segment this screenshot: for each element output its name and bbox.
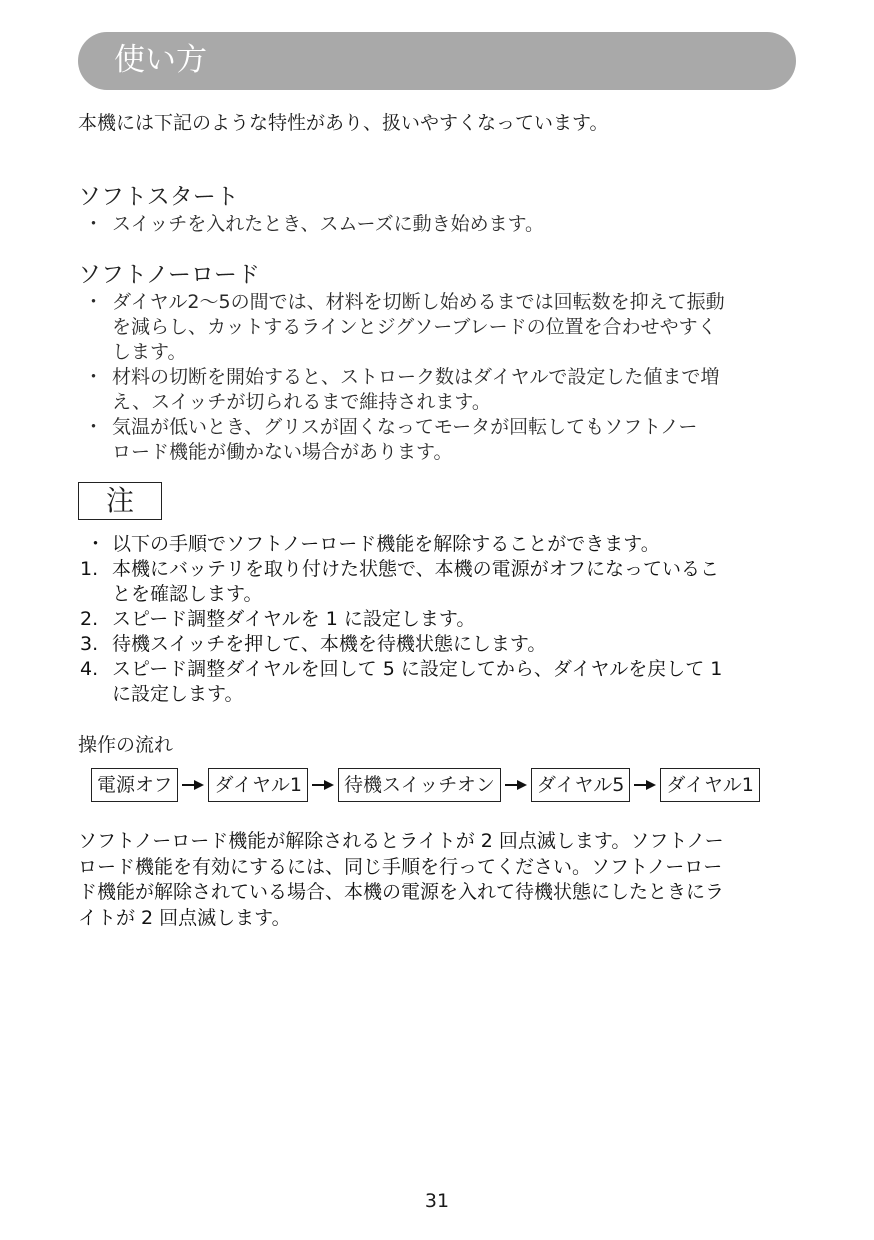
flow-step-dial-1: ダイヤル1 — [208, 768, 308, 802]
flow-step-power-off: 電源オフ — [91, 768, 178, 802]
list-item: ・ スイッチを入れたとき、スムーズに動き始めます。 — [84, 213, 545, 235]
flow-title: 操作の流れ — [78, 734, 174, 756]
arrow-right-icon — [501, 778, 531, 792]
step-number: 2. — [80, 608, 99, 630]
soft-no-load-title: ソフトノーロード — [78, 262, 260, 288]
arrow-right-icon — [178, 778, 208, 792]
step-number: 3. — [80, 633, 99, 655]
arrow-right-icon — [308, 778, 338, 792]
flow-step-dial-5: ダイヤル5 — [531, 768, 631, 802]
list-item: ・ 気温が低いとき、グリスが固くなってモータが回転してもソフトノー ロード機能が働かない場合があります。 — [84, 416, 698, 463]
bullet-mark: ・ — [84, 291, 104, 313]
operation-flow — [91, 767, 760, 803]
intro-text: 本機には下記のような特性があり、扱いやすくなっています。 — [78, 112, 609, 134]
flow-step-dial-1-final: ダイヤル1 — [660, 768, 760, 802]
list-item: ・ ダイヤル2～5の間では、材料を切断し始めるまでは回転数を抑えて振動 を減らし、カットするラインとジグソーブレードの位置を合わせやすく します。 — [84, 291, 725, 363]
list-item: ・ 以下の手順でソフトノーロード機能を解除することができます。 — [86, 533, 660, 555]
step-item: 2. スピード調整ダイヤルを 1 に設定します。 — [80, 608, 476, 630]
bullet-mark: ・ — [84, 416, 104, 438]
soft-no-load-list — [78, 290, 800, 465]
bullet-mark: ・ — [86, 533, 106, 555]
step-number: 4. — [80, 658, 99, 680]
arrow-right-icon — [630, 778, 660, 792]
page-number: 31 — [424, 1190, 450, 1212]
page-title: 使い方 — [114, 42, 207, 78]
note-label-box: 注 — [78, 482, 162, 520]
soft-start-list — [78, 212, 800, 237]
section-header-bar — [78, 32, 796, 90]
outro-text: ソフトノーロード機能が解除されるとライトが 2 回点滅します。ソフトノー ロード機能を有効にするには、同じ手順を行ってください。ソフトノーロー ド機能が解除されている場合、本機の電源を入れて待機状態にしたときにラ イトが 2 回点滅します。 — [78, 830, 725, 929]
bullet-mark: ・ — [84, 366, 104, 388]
flow-step-standby-on: 待機スイッチオン — [338, 768, 501, 802]
list-item: ・ 材料の切断を開始すると、ストローク数はダイヤルで設定した値まで増 え、スイッチが切られるまで維持されます。 — [84, 366, 720, 413]
note-steps — [78, 532, 800, 707]
step-item: 1. 本機にバッテリを取り付けた状態で、本機の電源がオフになっているこ とを確認します。 — [80, 558, 720, 605]
step-item: 3. 待機スイッチを押して、本機を待機状態にします。 — [80, 633, 547, 655]
bullet-mark: ・ — [84, 213, 104, 235]
step-item: 4. スピード調整ダイヤルを回して 5 に設定してから、ダイヤルを戻して 1 に設定します。 — [80, 658, 723, 705]
soft-start-title: ソフトスタート — [78, 184, 239, 210]
step-number: 1. — [80, 558, 99, 580]
